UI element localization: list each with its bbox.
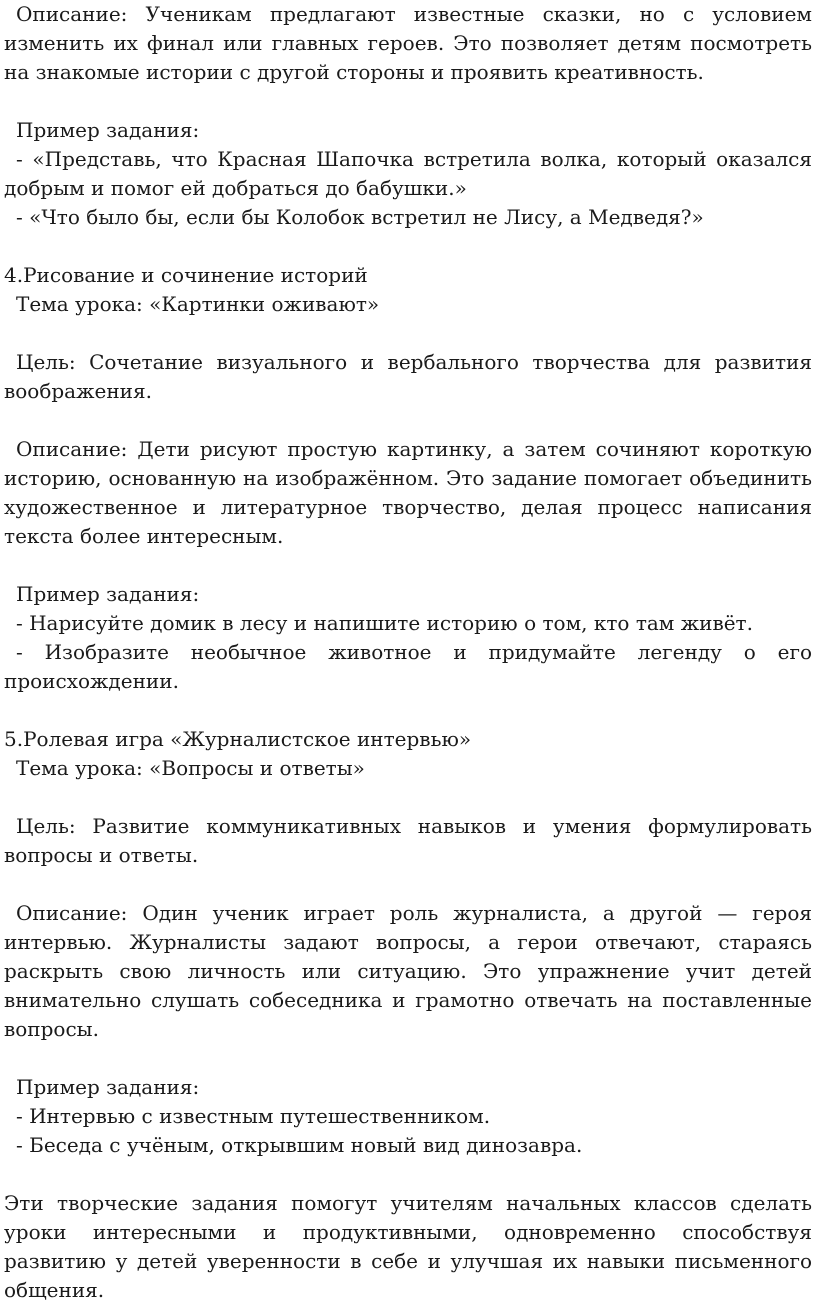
section5-example-1: - Интервью с известным путешественником. xyxy=(16,1104,491,1128)
section3-description: Описание: Ученикам предлагают известные сказки, но с условием изменить их финал или главных героев. Это позволяет детям посмотреть на знакомые истории с другой стороны и проявить креативность. xyxy=(4,2,812,84)
section5-example-2: - Беседа с учёным, открывшим новый вид динозавра. xyxy=(16,1133,583,1157)
section5-lesson-topic: Тема урока: «Вопросы и ответы» xyxy=(16,756,365,780)
spacer xyxy=(4,87,812,116)
section3-example-1: - «Представь, что Красная Шапочка встретила волка, который оказался добрым и помог ей добраться до бабушки.» xyxy=(4,147,812,200)
spacer xyxy=(4,870,812,899)
section4-lesson-topic: Тема урока: «Картинки оживают» xyxy=(16,292,380,316)
section3-example-2: - «Что было бы, если бы Колобок встретил не Лису, а Медведя?» xyxy=(16,205,704,229)
section5-heading: 5.Ролевая игра «Журналистское интервью» xyxy=(4,727,472,751)
spacer xyxy=(4,783,812,812)
section4-description: Описание: Дети рисуют простую картинку, а затем сочиняют короткую историю, основанную на изображённом. Это задание помогает объединить художественное и литературное творчество, делая процесс написания текста более интересным. xyxy=(4,437,812,548)
section4-example-1: - Нарисуйте домик в лесу и напишите историю о том, кто там живёт. xyxy=(16,611,753,635)
spacer xyxy=(4,232,812,261)
spacer xyxy=(4,1044,812,1073)
spacer xyxy=(4,319,812,348)
spacer xyxy=(4,551,812,580)
section4-example-2: - Изобразите необычное животное и придумайте легенду о его происхождении. xyxy=(4,640,812,693)
conclusion-paragraph: Эти творческие задания помогут учителям начальных классов сделать уроки интересными и продуктивными, одновременно способствуя развитию у детей уверенности в себе и улучшая их навыки письменного общения. xyxy=(4,1191,812,1302)
section4-goal: Цель: Сочетание визуального и вербального творчества для развития воображения. xyxy=(4,350,812,403)
section4-example-title: Пример задания: xyxy=(16,582,200,606)
section5-description: Описание: Один ученик играет роль журналиста, а другой — героя интервью. Журналисты задают вопросы, а герои отвечают, стараясь раскрыть свою личность или ситуацию. Это упражнение учит детей внимательно слушать собеседника и грамотно отвечать на поставленные вопросы. xyxy=(4,901,812,1041)
section5-example-title: Пример задания: xyxy=(16,1075,200,1099)
section5-goal: Цель: Развитие коммуникативных навыков и умения формулировать вопросы и ответы. xyxy=(4,814,812,867)
spacer xyxy=(4,406,812,435)
section4-heading: 4.Рисование и сочинение историй xyxy=(4,263,368,287)
section3-example-title: Пример задания: xyxy=(16,118,200,142)
spacer xyxy=(4,696,812,725)
spacer xyxy=(4,1160,812,1189)
